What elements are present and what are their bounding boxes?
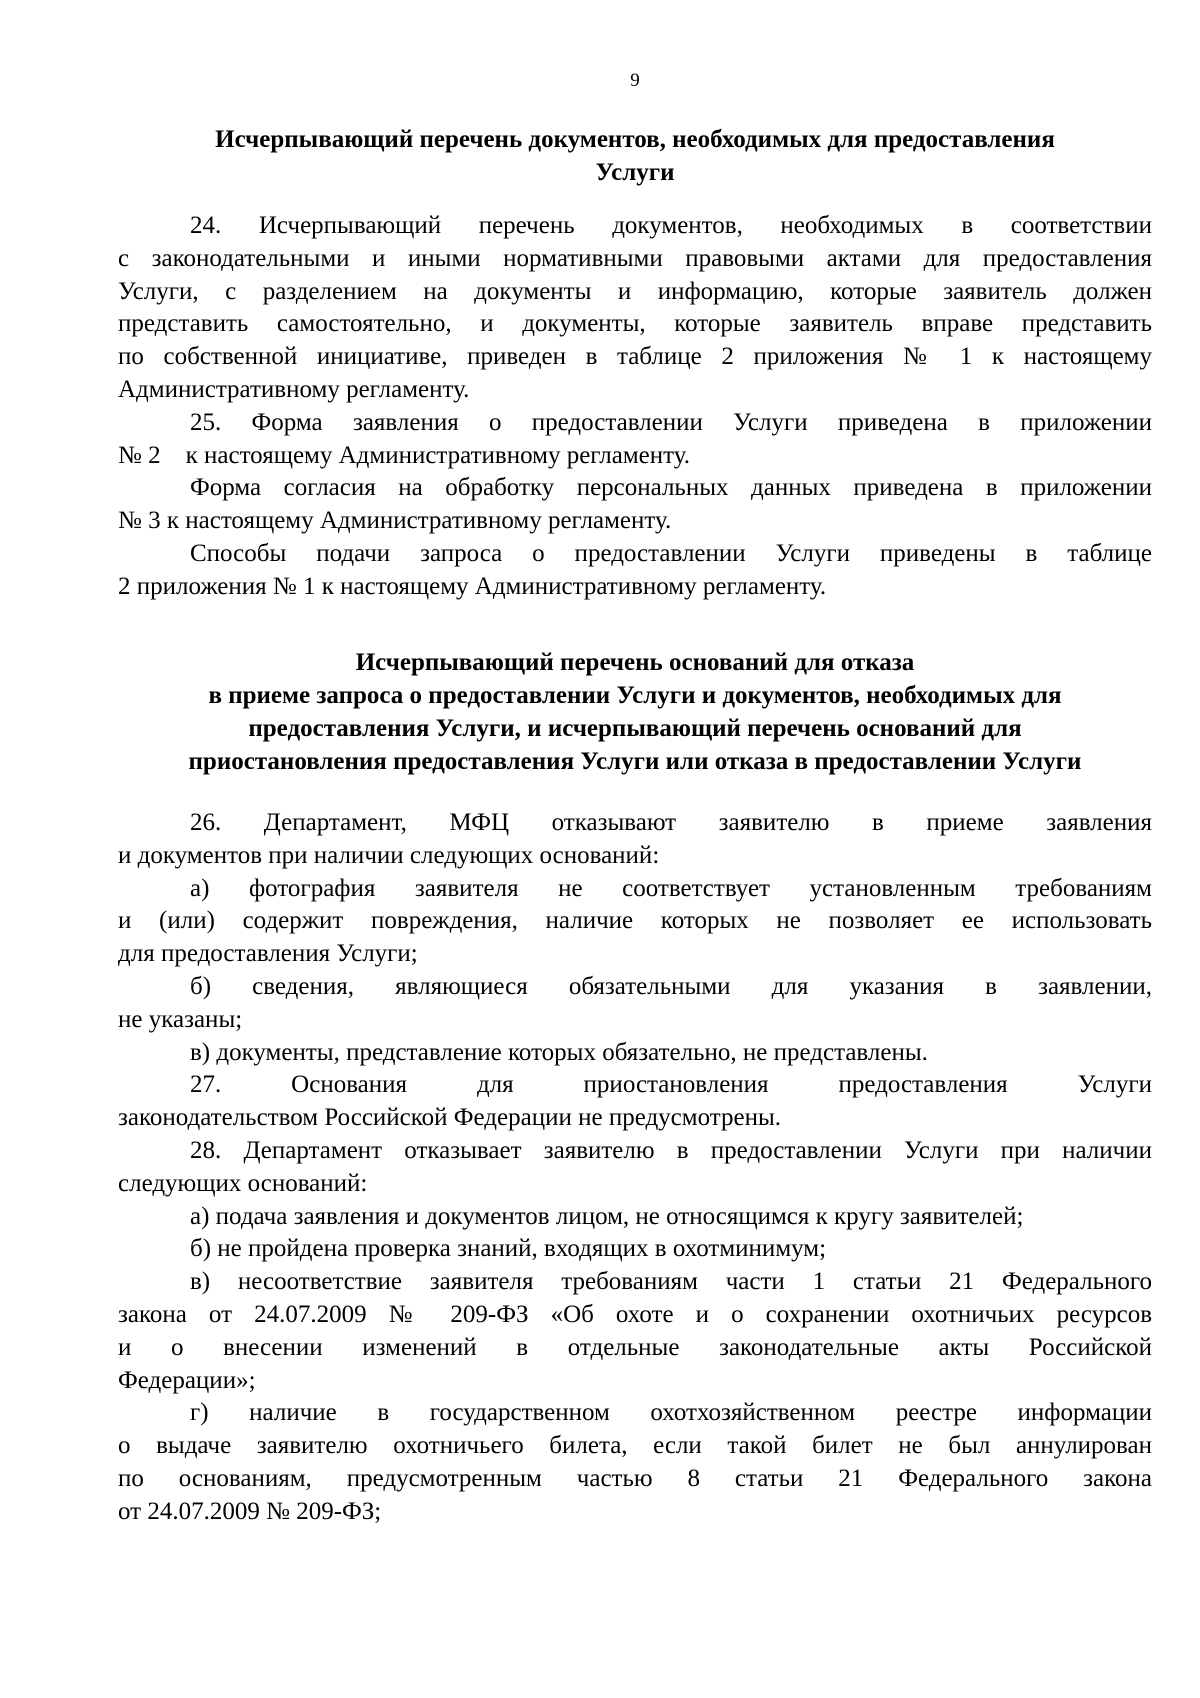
text-line: б) не пройдена проверка знаний, входящих в охотминимум; bbox=[190, 1235, 827, 1263]
text-line: о выдаче заявителю охотничьего билета, если такой билет не был аннулирован bbox=[118, 1432, 1152, 1460]
heading-line: предоставления Услуги, и исчерпывающий перечень оснований для bbox=[248, 715, 1022, 742]
text-line: Федерации»; bbox=[118, 1366, 256, 1394]
heading-line: приостановления предоставления Услуги или отказа в предоставлении Услуги bbox=[188, 748, 1082, 775]
text-line: 28. Департамент отказывает заявителю в предоставлении Услуги при наличии bbox=[190, 1136, 1152, 1164]
section-heading-refusal bbox=[118, 646, 1152, 778]
text-line: 26. Департамент, МФЦ отказывают заявителю в приеме заявления bbox=[190, 809, 1152, 836]
text-line: и о внесении изменений в отдельные законодательные акты Российской bbox=[118, 1333, 1152, 1361]
page-number: 9 bbox=[630, 70, 640, 91]
text-line: законодательством Российской Федерации не предусмотрены. bbox=[118, 1104, 782, 1132]
text-line: по собственной инициативе, приведен в таблице 2 приложения № 1 к настоящему bbox=[118, 343, 1152, 371]
text-line: для предоставления Услуги; bbox=[118, 940, 418, 968]
text-line: г) наличие в государственном охотхозяйственном реестре информации bbox=[190, 1399, 1152, 1427]
paragraph-26-v bbox=[118, 1037, 1152, 1070]
text-line: Услуги, с разделением на документы и информацию, которые заявитель должен bbox=[118, 277, 1152, 305]
text-line: Форма согласия на обработку персональных данных приведена в приложении bbox=[190, 474, 1152, 502]
paragraph-26-a bbox=[118, 873, 1152, 971]
section-body-documents bbox=[118, 210, 1152, 604]
heading-line: Исчерпывающий перечень оснований для отказа bbox=[355, 649, 915, 676]
text-line: 25. Форма заявления о предоставлении Услуги приведена в приложении bbox=[190, 408, 1152, 436]
text-line: № 2 к настоящему Административному регламенту. bbox=[118, 441, 690, 469]
text-line: закона от 24.07.2009 № 209-ФЗ «Об охоте и о сохранении охотничьих ресурсов bbox=[118, 1300, 1152, 1328]
paragraph-28-g bbox=[118, 1397, 1152, 1528]
section-heading-documents bbox=[118, 123, 1152, 189]
paragraph-26 bbox=[118, 807, 1152, 873]
text-line: а) подача заявления и документов лицом, не относящимся к кругу заявителей; bbox=[190, 1202, 1024, 1230]
paragraph-26-b bbox=[118, 971, 1152, 1037]
text-line: с законодательными и иными нормативными правовыми актами для предоставления bbox=[118, 244, 1152, 272]
paragraph-27 bbox=[118, 1069, 1152, 1135]
heading-line: в приеме запроса о предоставлении Услуги и документов, необходимых для bbox=[208, 682, 1062, 709]
text-line: и документов при наличии следующих оснований: bbox=[118, 841, 660, 869]
paragraph-28 bbox=[118, 1135, 1152, 1201]
text-line: не указаны; bbox=[118, 1005, 243, 1033]
text-line: Способы подачи запроса о предоставлении Услуги приведены в таблице bbox=[190, 539, 1152, 567]
text-line: от 24.07.2009 № 209-ФЗ; bbox=[118, 1497, 382, 1525]
paragraph-submission-ways bbox=[118, 538, 1152, 604]
section-body-refusal bbox=[118, 807, 1152, 1529]
heading-line: Услуги bbox=[595, 159, 675, 186]
paragraph-28-a bbox=[118, 1201, 1152, 1234]
paragraph-consent-form bbox=[118, 472, 1152, 538]
text-line: № 3 к настоящему Административному регламенту. bbox=[118, 507, 672, 535]
paragraph-28-v bbox=[118, 1266, 1152, 1397]
text-line: по основаниям, предусмотренным частью 8 статьи 21 Федерального закона bbox=[118, 1464, 1152, 1492]
text-line: Административному регламенту. bbox=[118, 375, 470, 403]
text-line: и (или) содержит повреждения, наличие которых не позволяет ее использовать bbox=[118, 907, 1152, 935]
text-line: 27. Основания для приостановления предоставления Услуги bbox=[190, 1071, 1152, 1099]
text-line: следующих оснований: bbox=[118, 1169, 368, 1197]
heading-line: Исчерпывающий перечень документов, необходимых для предоставления bbox=[215, 126, 1055, 153]
text-line: в) документы, представление которых обязательно, не представлены. bbox=[190, 1038, 928, 1066]
text-line: а) фотография заявителя не соответствует установленным требованиям bbox=[190, 874, 1152, 902]
paragraph-28-b bbox=[118, 1233, 1152, 1266]
paragraph-25 bbox=[118, 407, 1152, 473]
text-line: б) сведения, являющиеся обязательными для указания в заявлении, bbox=[190, 972, 1152, 1000]
text-line: 24. Исчерпывающий перечень документов, необходимых в соответствии bbox=[190, 212, 1152, 239]
text-line: 2 приложения № 1 к настоящему Административному регламенту. bbox=[118, 572, 827, 600]
text-line: в) несоответствие заявителя требованиям части 1 статьи 21 Федерального bbox=[190, 1268, 1152, 1296]
paragraph-24 bbox=[118, 210, 1152, 407]
text-line: представить самостоятельно, и документы, которые заявитель вправе представить bbox=[118, 310, 1152, 338]
